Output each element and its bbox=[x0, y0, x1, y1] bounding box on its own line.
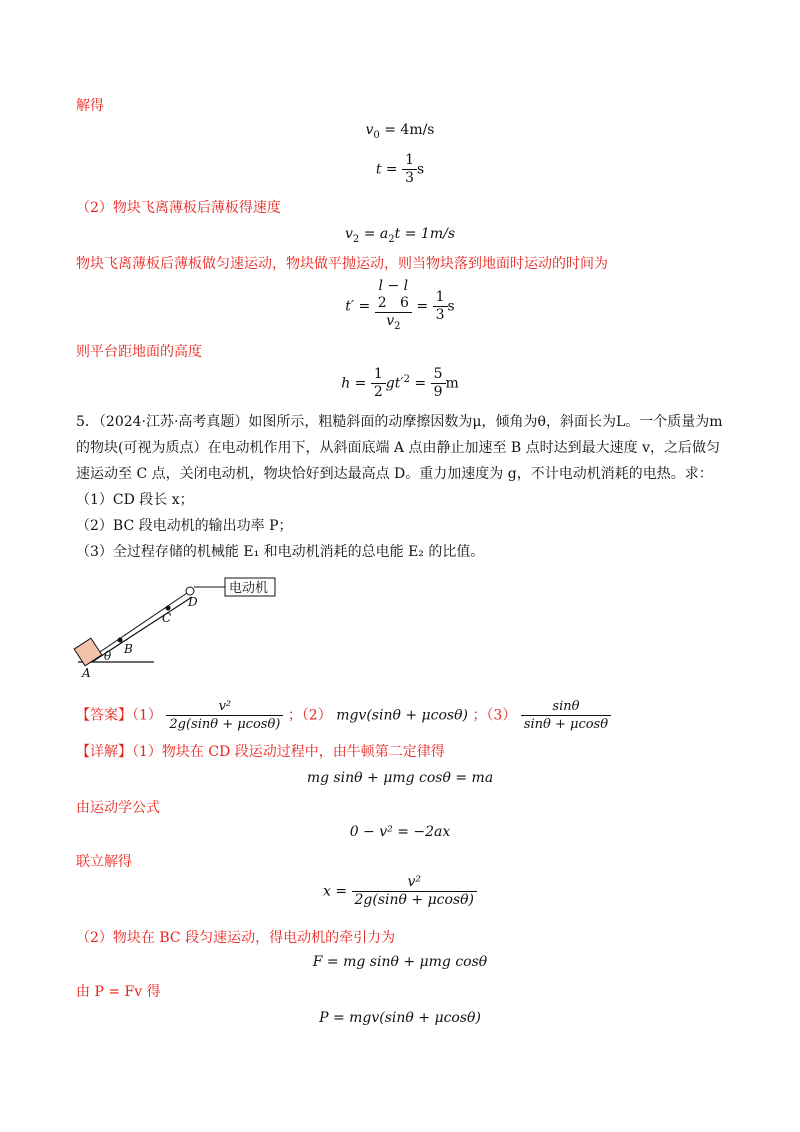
point-b-dot bbox=[118, 638, 123, 643]
question-5-line-2: 的物块(可视为质点）在电动机作用下，从斜面底端 A 点由静止加速至 B 点时达到最大速度 v，之后做匀 bbox=[76, 440, 721, 456]
equation-newton: mg sinθ + μmg cosθ = ma bbox=[306, 770, 494, 786]
label-b: B bbox=[124, 642, 133, 656]
detail-part-1: 【详解】（1）物块在 CD 段运动过程中，由牛顿第二定律得 bbox=[76, 744, 445, 760]
equation-v0: $v_0 = 4m/s$ bbox=[365, 122, 435, 141]
equation-power: P = mgv(sinθ + μcosθ) bbox=[319, 1010, 481, 1026]
text-combine-solve: 联立解得 bbox=[76, 854, 132, 870]
text-part2-plate-speed: （2）物块飞离薄板后薄板得速度 bbox=[76, 200, 281, 216]
question-5-line-3: 速运动至 C 点，关闭电动机，物块恰好到达最高点 D。重力加速度为 g，不计电动机消耗的电热。求： bbox=[76, 466, 713, 482]
answer-line: 【答案】（1） $\frac{\text{v²}}{2g(\sin\theta + \mu\cos\theta)}$ ；（2） mgv(sinθ + μcosθ) ；（3） $\frac{\sin\theta}{\sin\theta + \mu\cos\theta}$ bbox=[76, 698, 611, 733]
label-theta: θ bbox=[104, 649, 112, 663]
text-kinematics: 由运动学公式 bbox=[76, 800, 160, 816]
incline-figure bbox=[72, 570, 282, 682]
text-power-formula: 由 P = Fv 得 bbox=[76, 984, 161, 1000]
label-a: A bbox=[82, 666, 91, 680]
equation-t: t = $\frac{1}{3}$ s bbox=[375, 152, 425, 186]
detail-part-2: （2）物块在 BC 段匀速运动，得电动机的牵引力为 bbox=[76, 930, 396, 946]
motor-label: 电动机 bbox=[229, 581, 269, 596]
answer-tag: 【答案】（1） bbox=[76, 707, 162, 724]
incline-rope bbox=[94, 591, 190, 656]
equation-kinematics: 0 − v² = −2ax bbox=[349, 824, 451, 840]
question-5-line-1: 5．（2024·江苏·高考真题）如图所示，粗糙斜面的动摩擦因数为μ，倾角为θ，斜面长为L。一个质量为m bbox=[76, 414, 723, 430]
label-c: C bbox=[162, 611, 172, 625]
pulley-icon bbox=[186, 587, 194, 595]
question-5-part-1: （1）CD 段长 x； bbox=[76, 492, 194, 508]
equation-x: x = $\frac{\text{v²}}{2g(\sin\theta + \mu\cos\theta)}$ bbox=[0, 874, 800, 909]
point-c-dot bbox=[166, 606, 171, 611]
text-platform-height: 则平台距地面的高度 bbox=[76, 344, 202, 360]
equation-t-prime: t′ = l − l 2 6 $v_2$ = $\frac{1}{3}$ s bbox=[345, 278, 455, 332]
equation-traction-force: F = mg sinθ + μmg cosθ bbox=[312, 954, 488, 970]
text-solve-1: 解得 bbox=[76, 98, 104, 114]
equation-h: h = $\frac{1}{2}$ $gt'^2$ = $\frac{5}{9}$ m bbox=[341, 366, 459, 400]
question-5-part-2: （2）BC 段电动机的输出功率 P； bbox=[76, 518, 293, 534]
label-d: D bbox=[188, 595, 198, 609]
text-plate-uniform-motion: 物块飞离薄板后薄板做匀速运动，物块做平抛运动，则当物块落到地面时运动的时间为 bbox=[76, 256, 608, 272]
question-5-part-3: （3）全过程存储的机械能 E₁ 和电动机消耗的总电能 E₂ 的比值。 bbox=[76, 544, 485, 560]
equation-v2: $v_2 = a_2t = 1m/s$ bbox=[345, 226, 455, 245]
